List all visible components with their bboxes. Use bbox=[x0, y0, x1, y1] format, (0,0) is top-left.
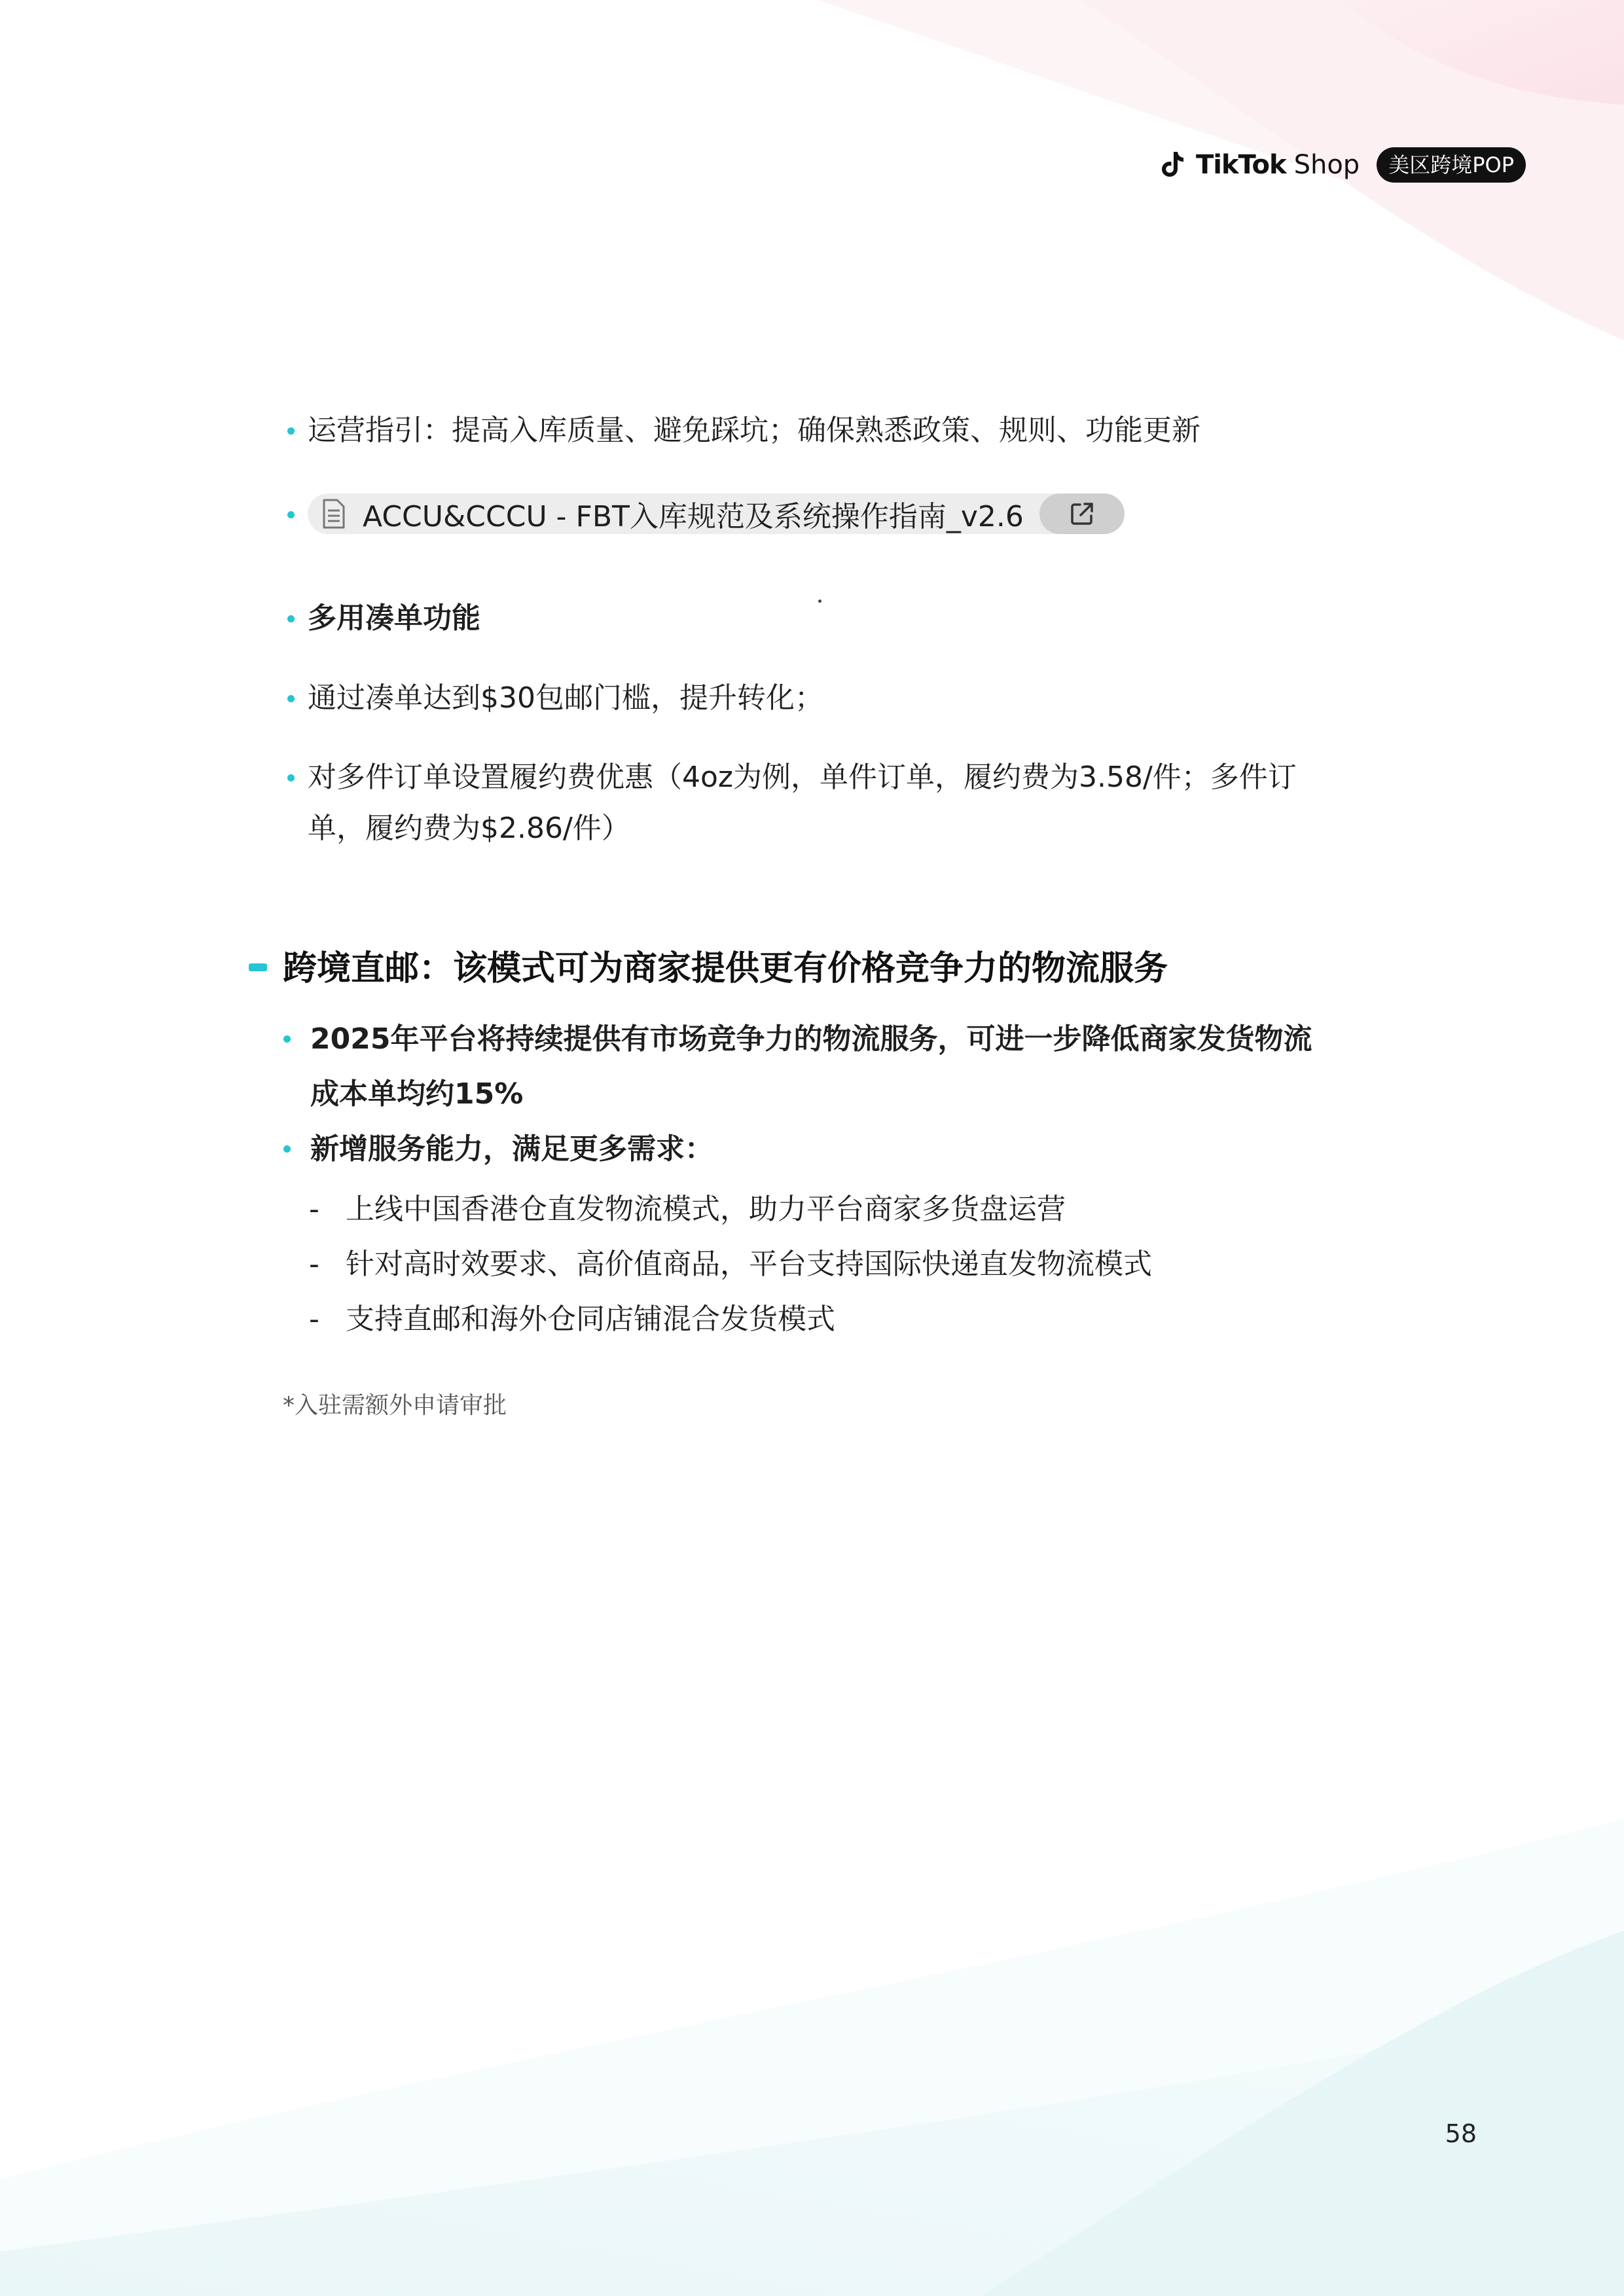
dash-marker: - bbox=[309, 1193, 319, 1226]
external-link-icon bbox=[1069, 501, 1095, 527]
speck-mark bbox=[818, 600, 821, 603]
section-accent-bar bbox=[249, 963, 267, 971]
sub-item-2: 针对高时效要求、高价值商品，平台支持国际快递直发物流模式 bbox=[346, 1247, 1152, 1281]
bullet-dot bbox=[283, 1145, 291, 1153]
direct-point-1-line1: 2025年平台将持续提供有市场竞争力的物流服务，可进一步降低商家发货物流 bbox=[310, 1022, 1312, 1056]
doc-link-label: ACCU&CCCU - FBT入库规范及系统操作指南_v2.6 bbox=[363, 500, 1024, 533]
sub-item-3: 支持直邮和海外仓同店铺混合发货模式 bbox=[346, 1302, 835, 1336]
document-icon bbox=[322, 499, 346, 529]
direct-point-2: 新增服务能力，满足更多需求： bbox=[310, 1132, 713, 1166]
page-number: 58 bbox=[1445, 2119, 1477, 2148]
footnote: *入驻需额外申请审批 bbox=[283, 1392, 507, 1419]
dash-marker: - bbox=[309, 1302, 319, 1336]
section-title: 跨境直邮：该模式可为商家提供更有价格竞争力的物流服务 bbox=[283, 949, 1168, 988]
tiktok-logo-icon bbox=[1161, 151, 1184, 179]
guidance-text: 运营指引：提高入库质量、避免踩坑；确保熟悉政策、规则、功能更新 bbox=[308, 414, 1200, 447]
bullet-dot bbox=[287, 695, 295, 702]
bullet-dot bbox=[287, 774, 295, 781]
dash-marker: - bbox=[309, 1247, 319, 1281]
direct-point-1-line2: 成本单均约15% bbox=[310, 1077, 524, 1111]
brand-header bbox=[1161, 145, 1526, 185]
bundle-point-2-line2: 单，履约费为$2.86/件） bbox=[308, 812, 630, 845]
doc-link-chip[interactable] bbox=[308, 493, 1125, 534]
bundle-title: 多用凑单功能 bbox=[308, 601, 480, 635]
region-tag: 美区跨境POP bbox=[1377, 147, 1526, 183]
bundle-point-1: 通过凑单达到$30包邮门槛，提升转化； bbox=[308, 681, 823, 715]
open-external-button[interactable] bbox=[1039, 493, 1125, 534]
bullet-dot bbox=[287, 427, 295, 435]
bullet-dot bbox=[283, 1035, 291, 1043]
bundle-point-2-line1: 对多件订单设置履约费优惠（4oz为例，单件订单，履约费为3.58/件；多件订 bbox=[308, 761, 1297, 794]
brand-suffix: Shop bbox=[1293, 150, 1360, 180]
sub-item-1: 上线中国香港仓直发物流模式，助力平台商家多货盘运营 bbox=[346, 1193, 1066, 1226]
brand-name: TikTok bbox=[1195, 150, 1286, 180]
bullet-dot bbox=[287, 615, 295, 622]
bullet-dot bbox=[287, 511, 295, 518]
